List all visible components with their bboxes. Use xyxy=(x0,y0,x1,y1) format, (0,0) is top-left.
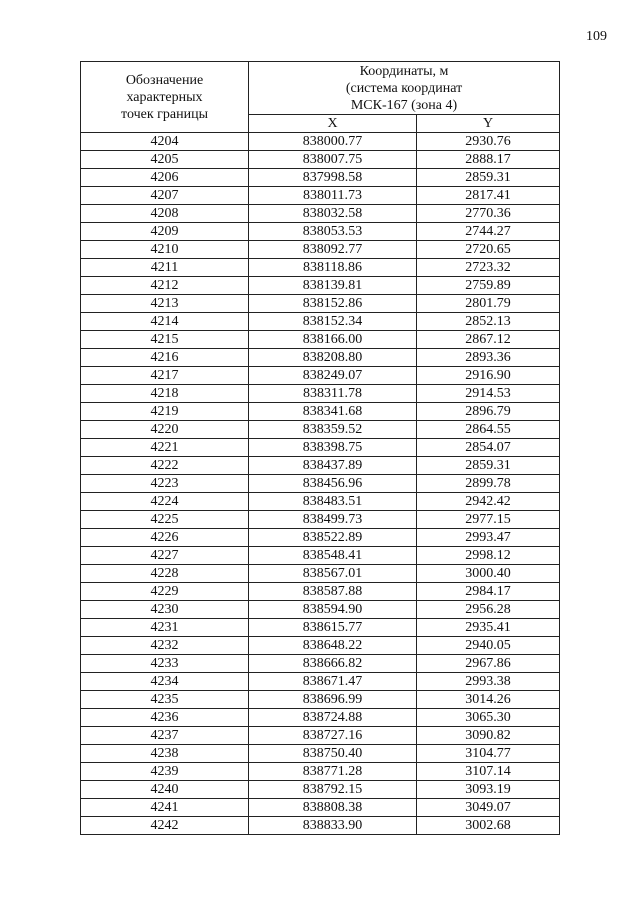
table-row xyxy=(81,529,560,547)
x-coordinate-cell: 838208.80 xyxy=(249,349,417,367)
point-id-cell: 4234 xyxy=(81,673,249,691)
x-coordinate-cell: 838152.34 xyxy=(249,313,417,331)
table-row xyxy=(81,439,560,457)
point-id-cell: 4238 xyxy=(81,745,249,763)
point-id-cell: 4214 xyxy=(81,313,249,331)
coords-header-line-1: Координаты, м xyxy=(359,63,449,79)
point-id-cell: 4228 xyxy=(81,565,249,583)
point-id-cell: 4213 xyxy=(81,295,249,313)
table-row xyxy=(81,457,560,475)
y-coordinate-cell: 2899.78 xyxy=(417,475,560,493)
table-row xyxy=(81,673,560,691)
y-coordinate-cell: 2864.55 xyxy=(417,421,560,439)
table-row xyxy=(81,367,560,385)
y-coordinate-cell: 3065.30 xyxy=(417,709,560,727)
x-coordinate-cell: 838092.77 xyxy=(249,241,417,259)
y-coordinate-cell: 3093.19 xyxy=(417,781,560,799)
point-id-cell: 4218 xyxy=(81,385,249,403)
x-coordinate-cell: 838771.28 xyxy=(249,763,417,781)
y-coordinate-cell: 2993.38 xyxy=(417,673,560,691)
y-coordinate-cell: 2984.17 xyxy=(417,583,560,601)
x-coordinate-cell: 838483.51 xyxy=(249,493,417,511)
x-coordinate-cell: 838011.73 xyxy=(249,187,417,205)
table-row xyxy=(81,745,560,763)
point-id-cell: 4226 xyxy=(81,529,249,547)
x-coordinate-cell: 838499.73 xyxy=(249,511,417,529)
point-id-cell: 4230 xyxy=(81,601,249,619)
y-coordinate-cell: 2854.07 xyxy=(417,439,560,457)
y-coordinate-cell: 2998.12 xyxy=(417,547,560,565)
y-coordinate-cell: 2770.36 xyxy=(417,205,560,223)
table-row xyxy=(81,421,560,439)
table-row xyxy=(81,241,560,259)
point-id-cell: 4220 xyxy=(81,421,249,439)
table-row xyxy=(81,619,560,637)
table-row xyxy=(81,727,560,745)
point-id-cell: 4233 xyxy=(81,655,249,673)
point-id-cell: 4219 xyxy=(81,403,249,421)
table-row xyxy=(81,259,560,277)
table-row xyxy=(81,475,560,493)
point-id-cell: 4209 xyxy=(81,223,249,241)
y-coordinate-cell: 3104.77 xyxy=(417,745,560,763)
point-header-line-3: точек границы xyxy=(121,106,208,122)
table-row xyxy=(81,313,560,331)
x-coordinate-cell: 838118.86 xyxy=(249,259,417,277)
x-coordinate-cell: 838750.40 xyxy=(249,745,417,763)
point-id-cell: 4221 xyxy=(81,439,249,457)
point-id-cell: 4225 xyxy=(81,511,249,529)
x-coordinate-cell: 838727.16 xyxy=(249,727,417,745)
y-coordinate-cell: 2893.36 xyxy=(417,349,560,367)
x-coordinate-cell: 838548.41 xyxy=(249,547,417,565)
y-coordinate-cell: 3049.07 xyxy=(417,799,560,817)
point-id-cell: 4224 xyxy=(81,493,249,511)
x-coordinate-cell: 838437.89 xyxy=(249,457,417,475)
point-id-cell: 4211 xyxy=(81,259,249,277)
y-coordinate-cell: 2977.15 xyxy=(417,511,560,529)
table-row xyxy=(81,655,560,673)
point-id-cell: 4229 xyxy=(81,583,249,601)
x-coordinate-cell: 838594.90 xyxy=(249,601,417,619)
x-coordinate-cell: 838666.82 xyxy=(249,655,417,673)
x-coordinate-cell: 838398.75 xyxy=(249,439,417,457)
coordinates-header xyxy=(249,62,560,115)
table-row xyxy=(81,205,560,223)
y-coordinate-cell: 2759.89 xyxy=(417,277,560,295)
point-id-cell: 4208 xyxy=(81,205,249,223)
table-row xyxy=(81,691,560,709)
x-coordinate-cell: 838359.52 xyxy=(249,421,417,439)
table-row xyxy=(81,547,560,565)
x-coordinate-cell: 838007.75 xyxy=(249,151,417,169)
point-id-cell: 4231 xyxy=(81,619,249,637)
point-id-cell: 4237 xyxy=(81,727,249,745)
y-coordinate-cell: 3000.40 xyxy=(417,565,560,583)
x-coordinate-cell: 838792.15 xyxy=(249,781,417,799)
coords-header-line-3: МСК-167 (зона 4) xyxy=(350,97,458,113)
y-coordinate-cell: 2935.41 xyxy=(417,619,560,637)
table-row xyxy=(81,331,560,349)
y-coordinate-cell: 2956.28 xyxy=(417,601,560,619)
x-coordinate-cell: 838139.81 xyxy=(249,277,417,295)
x-coordinate-cell: 838724.88 xyxy=(249,709,417,727)
y-coordinate-cell: 2801.79 xyxy=(417,295,560,313)
point-id-cell: 4222 xyxy=(81,457,249,475)
y-coordinate-cell: 2940.05 xyxy=(417,637,560,655)
y-coordinate-cell: 2896.79 xyxy=(417,403,560,421)
table-row xyxy=(81,187,560,205)
table-row xyxy=(81,763,560,781)
point-id-cell: 4217 xyxy=(81,367,249,385)
x-coordinate-cell: 838587.88 xyxy=(249,583,417,601)
table-row xyxy=(81,223,560,241)
x-coordinate-cell: 838671.47 xyxy=(249,673,417,691)
x-coordinate-cell: 838567.01 xyxy=(249,565,417,583)
y-coordinate-cell: 3014.26 xyxy=(417,691,560,709)
table-row xyxy=(81,493,560,511)
x-coordinate-cell: 838615.77 xyxy=(249,619,417,637)
table-row xyxy=(81,565,560,583)
y-coordinate-cell: 2888.17 xyxy=(417,151,560,169)
y-coordinate-cell: 2744.27 xyxy=(417,223,560,241)
y-coordinate-cell: 3002.68 xyxy=(417,817,560,835)
page-number: 109 xyxy=(586,29,607,44)
y-coordinate-cell: 2817.41 xyxy=(417,187,560,205)
table-row xyxy=(81,709,560,727)
x-coordinate-cell: 838032.58 xyxy=(249,205,417,223)
y-coordinate-cell: 2720.65 xyxy=(417,241,560,259)
x-coordinate-cell: 838341.68 xyxy=(249,403,417,421)
x-coordinate-cell: 838648.22 xyxy=(249,637,417,655)
point-id-cell: 4240 xyxy=(81,781,249,799)
table-row xyxy=(81,817,560,835)
point-id-cell: 4232 xyxy=(81,637,249,655)
point-id-cell: 4242 xyxy=(81,817,249,835)
y-coordinate-cell: 2993.47 xyxy=(417,529,560,547)
x-coordinate-cell: 838166.00 xyxy=(249,331,417,349)
y-coordinate-cell: 3107.14 xyxy=(417,763,560,781)
x-coordinate-cell: 838152.86 xyxy=(249,295,417,313)
y-column-header: Y xyxy=(417,115,560,133)
table-row xyxy=(81,511,560,529)
point-id-cell: 4227 xyxy=(81,547,249,565)
point-header-line-1: Обозначение xyxy=(125,72,204,88)
coordinates-table-body xyxy=(81,133,560,835)
point-id-cell: 4210 xyxy=(81,241,249,259)
table-row xyxy=(81,583,560,601)
point-designation-header xyxy=(81,62,249,133)
table-row xyxy=(81,349,560,367)
x-coordinate-cell: 838833.90 xyxy=(249,817,417,835)
table-row xyxy=(81,277,560,295)
y-coordinate-cell: 2967.86 xyxy=(417,655,560,673)
y-coordinate-cell: 2930.76 xyxy=(417,133,560,151)
y-coordinate-cell: 2942.42 xyxy=(417,493,560,511)
point-id-cell: 4205 xyxy=(81,151,249,169)
point-id-cell: 4241 xyxy=(81,799,249,817)
table-row xyxy=(81,403,560,421)
point-header-line-2: характерных xyxy=(126,89,203,105)
y-coordinate-cell: 2859.31 xyxy=(417,457,560,475)
point-id-cell: 4212 xyxy=(81,277,249,295)
point-id-cell: 4207 xyxy=(81,187,249,205)
x-coordinate-cell: 838696.99 xyxy=(249,691,417,709)
table-row xyxy=(81,385,560,403)
y-coordinate-cell: 2859.31 xyxy=(417,169,560,187)
point-id-cell: 4215 xyxy=(81,331,249,349)
x-column-header: X xyxy=(249,115,417,133)
y-coordinate-cell: 2914.53 xyxy=(417,385,560,403)
coords-header-line-2: (система координат xyxy=(345,80,463,96)
point-id-cell: 4239 xyxy=(81,763,249,781)
x-coordinate-cell: 838249.07 xyxy=(249,367,417,385)
x-coordinate-cell: 838053.53 xyxy=(249,223,417,241)
table-row xyxy=(81,151,560,169)
y-coordinate-cell: 3090.82 xyxy=(417,727,560,745)
table-row xyxy=(81,601,560,619)
x-coordinate-cell: 838456.96 xyxy=(249,475,417,493)
x-coordinate-cell: 838522.89 xyxy=(249,529,417,547)
point-id-cell: 4235 xyxy=(81,691,249,709)
y-coordinate-cell: 2723.32 xyxy=(417,259,560,277)
y-coordinate-cell: 2916.90 xyxy=(417,367,560,385)
table-row xyxy=(81,799,560,817)
table-row xyxy=(81,295,560,313)
point-id-cell: 4223 xyxy=(81,475,249,493)
coordinates-table xyxy=(80,61,560,835)
table-row xyxy=(81,637,560,655)
point-id-cell: 4206 xyxy=(81,169,249,187)
point-id-cell: 4216 xyxy=(81,349,249,367)
table-row xyxy=(81,133,560,151)
point-id-cell: 4236 xyxy=(81,709,249,727)
table-row xyxy=(81,169,560,187)
point-id-cell: 4204 xyxy=(81,133,249,151)
table-row xyxy=(81,781,560,799)
y-coordinate-cell: 2852.13 xyxy=(417,313,560,331)
x-coordinate-cell: 838311.78 xyxy=(249,385,417,403)
x-coordinate-cell: 838000.77 xyxy=(249,133,417,151)
x-coordinate-cell: 838808.38 xyxy=(249,799,417,817)
x-coordinate-cell: 837998.58 xyxy=(249,169,417,187)
y-coordinate-cell: 2867.12 xyxy=(417,331,560,349)
